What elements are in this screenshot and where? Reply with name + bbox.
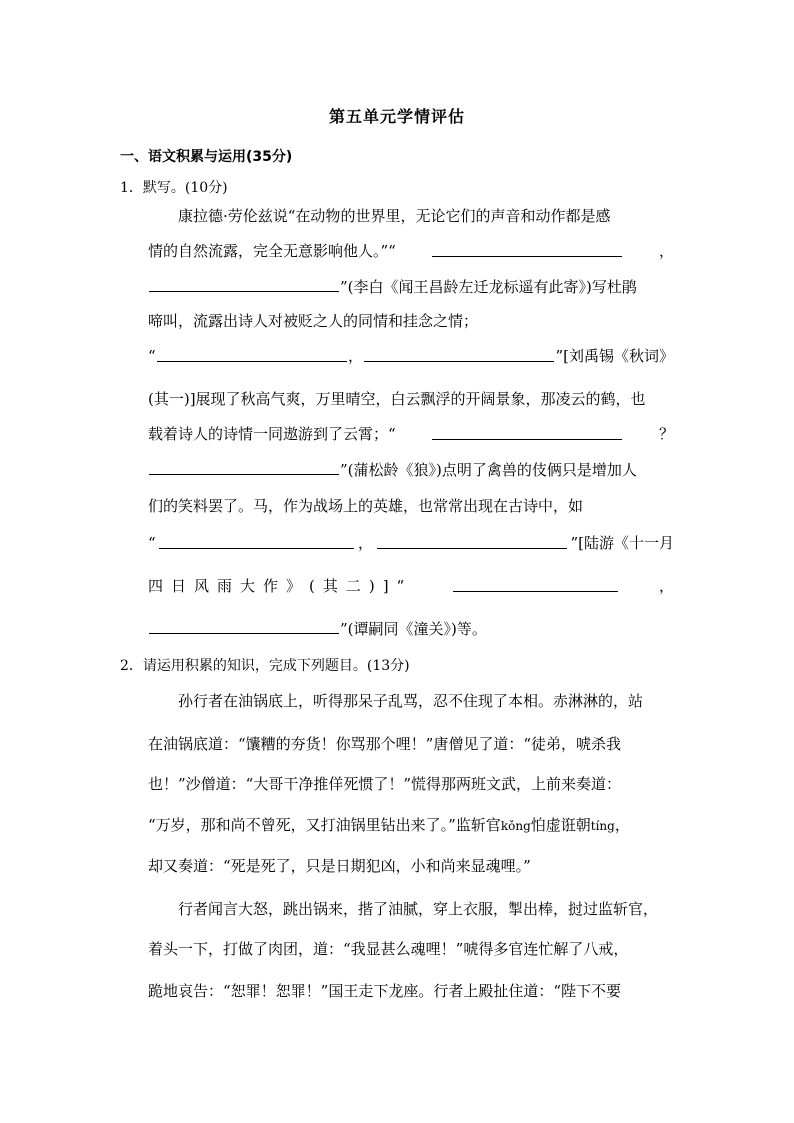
q1-line-1: 康拉德·劳伦兹说“在动物的世界里，无论它们的声音和动作都是感 xyxy=(178,207,611,225)
q1-line-8: ”(蒲松龄《狼》)点明了禽兽的伎俩只是增加人 xyxy=(148,458,674,480)
q1-line-2: 情的自然流露，完全无意影响他人。”“ ， xyxy=(148,242,674,260)
q1-line-11: 四日风雨大作》(其二)]“ ， xyxy=(148,577,674,595)
page-title: 第五单元学情评估 xyxy=(328,107,465,126)
q1-line-9: 们的笑料罢了。马，作为战场上的英雄，也常常出现在古诗中，如 xyxy=(148,497,584,515)
q1-line-10: “ ， ”[陆游《十一月 xyxy=(148,534,674,552)
q2-line-2: 在油锅底道：“馕糟的夯货！你骂那个哩！”唐僧见了道：“徒弟，唬杀我 xyxy=(148,735,622,753)
answer-blank[interactable] xyxy=(364,345,554,362)
q1-line-3: ”(李白《闻王昌龄左迁龙标遥有此寄》)写杜鹃 xyxy=(148,275,674,297)
answer-blank[interactable] xyxy=(159,532,354,549)
q1-line-6: (其一)]展现了秋高气爽，万里晴空，白云飘浮的开阔景象，那凌云的鹤，也 xyxy=(148,390,646,408)
q2-line-1: 孙行者在油锅底上，听得那呆子乱骂，忍不住现了本相。赤淋淋的，站 xyxy=(178,692,644,710)
answer-blank[interactable] xyxy=(149,275,339,292)
q2-line-4: “万岁，那和尚不曾死，又打油锅里钻出来了。”监斩官kǒng怕虚诳朝tíng， xyxy=(148,816,630,834)
question-1-heading: 1．默写。(10分) xyxy=(120,180,228,196)
answer-blank[interactable] xyxy=(149,458,339,475)
q2-line-6: 行者闻言大怒，跳出锅来，揩了油腻，穿上衣服，掣出棒，挝过监斩官， xyxy=(178,900,659,918)
section-heading: 一、语文积累与运用(35分) xyxy=(120,149,293,165)
q1-line-12: ”(谭嗣同《潼关》)等。 xyxy=(148,617,674,639)
answer-blank[interactable] xyxy=(432,240,622,257)
q1-line-4: 啼叫，流露出诗人对被贬之人的同情和挂念之情； xyxy=(148,312,479,330)
q2-line-5: 却又奏道：“死是死了，只是日期犯凶，小和尚来显魂哩。” xyxy=(148,857,531,875)
q1-line-5: “ ， ”[刘禹锡《秋词》 xyxy=(148,347,674,365)
q2-line-3: 也！”沙僧道：“大哥干净推佯死惯了！”慌得那两班文武，上前来奏道： xyxy=(148,775,622,793)
q1-line-7: 载着诗人的诗情一同遨游到了云霄；“ ？ xyxy=(148,425,674,443)
answer-blank[interactable] xyxy=(149,617,339,634)
answer-blank[interactable] xyxy=(377,532,567,549)
answer-blank[interactable] xyxy=(157,345,347,362)
q2-line-8: 跪地哀告：“恕罪！恕罪！”国王走下龙座。行者上殿扯住道：“陛下不要 xyxy=(148,982,622,1000)
answer-blank[interactable] xyxy=(432,423,622,440)
q2-line-7: 着头一下，打做了肉团，道：“我显甚么魂哩！”唬得多官连忙解了八戒， xyxy=(148,940,629,958)
answer-blank[interactable] xyxy=(453,575,618,592)
question-2-heading: 2．请运用积累的知识，完成下列题目。(13分) xyxy=(120,658,410,674)
